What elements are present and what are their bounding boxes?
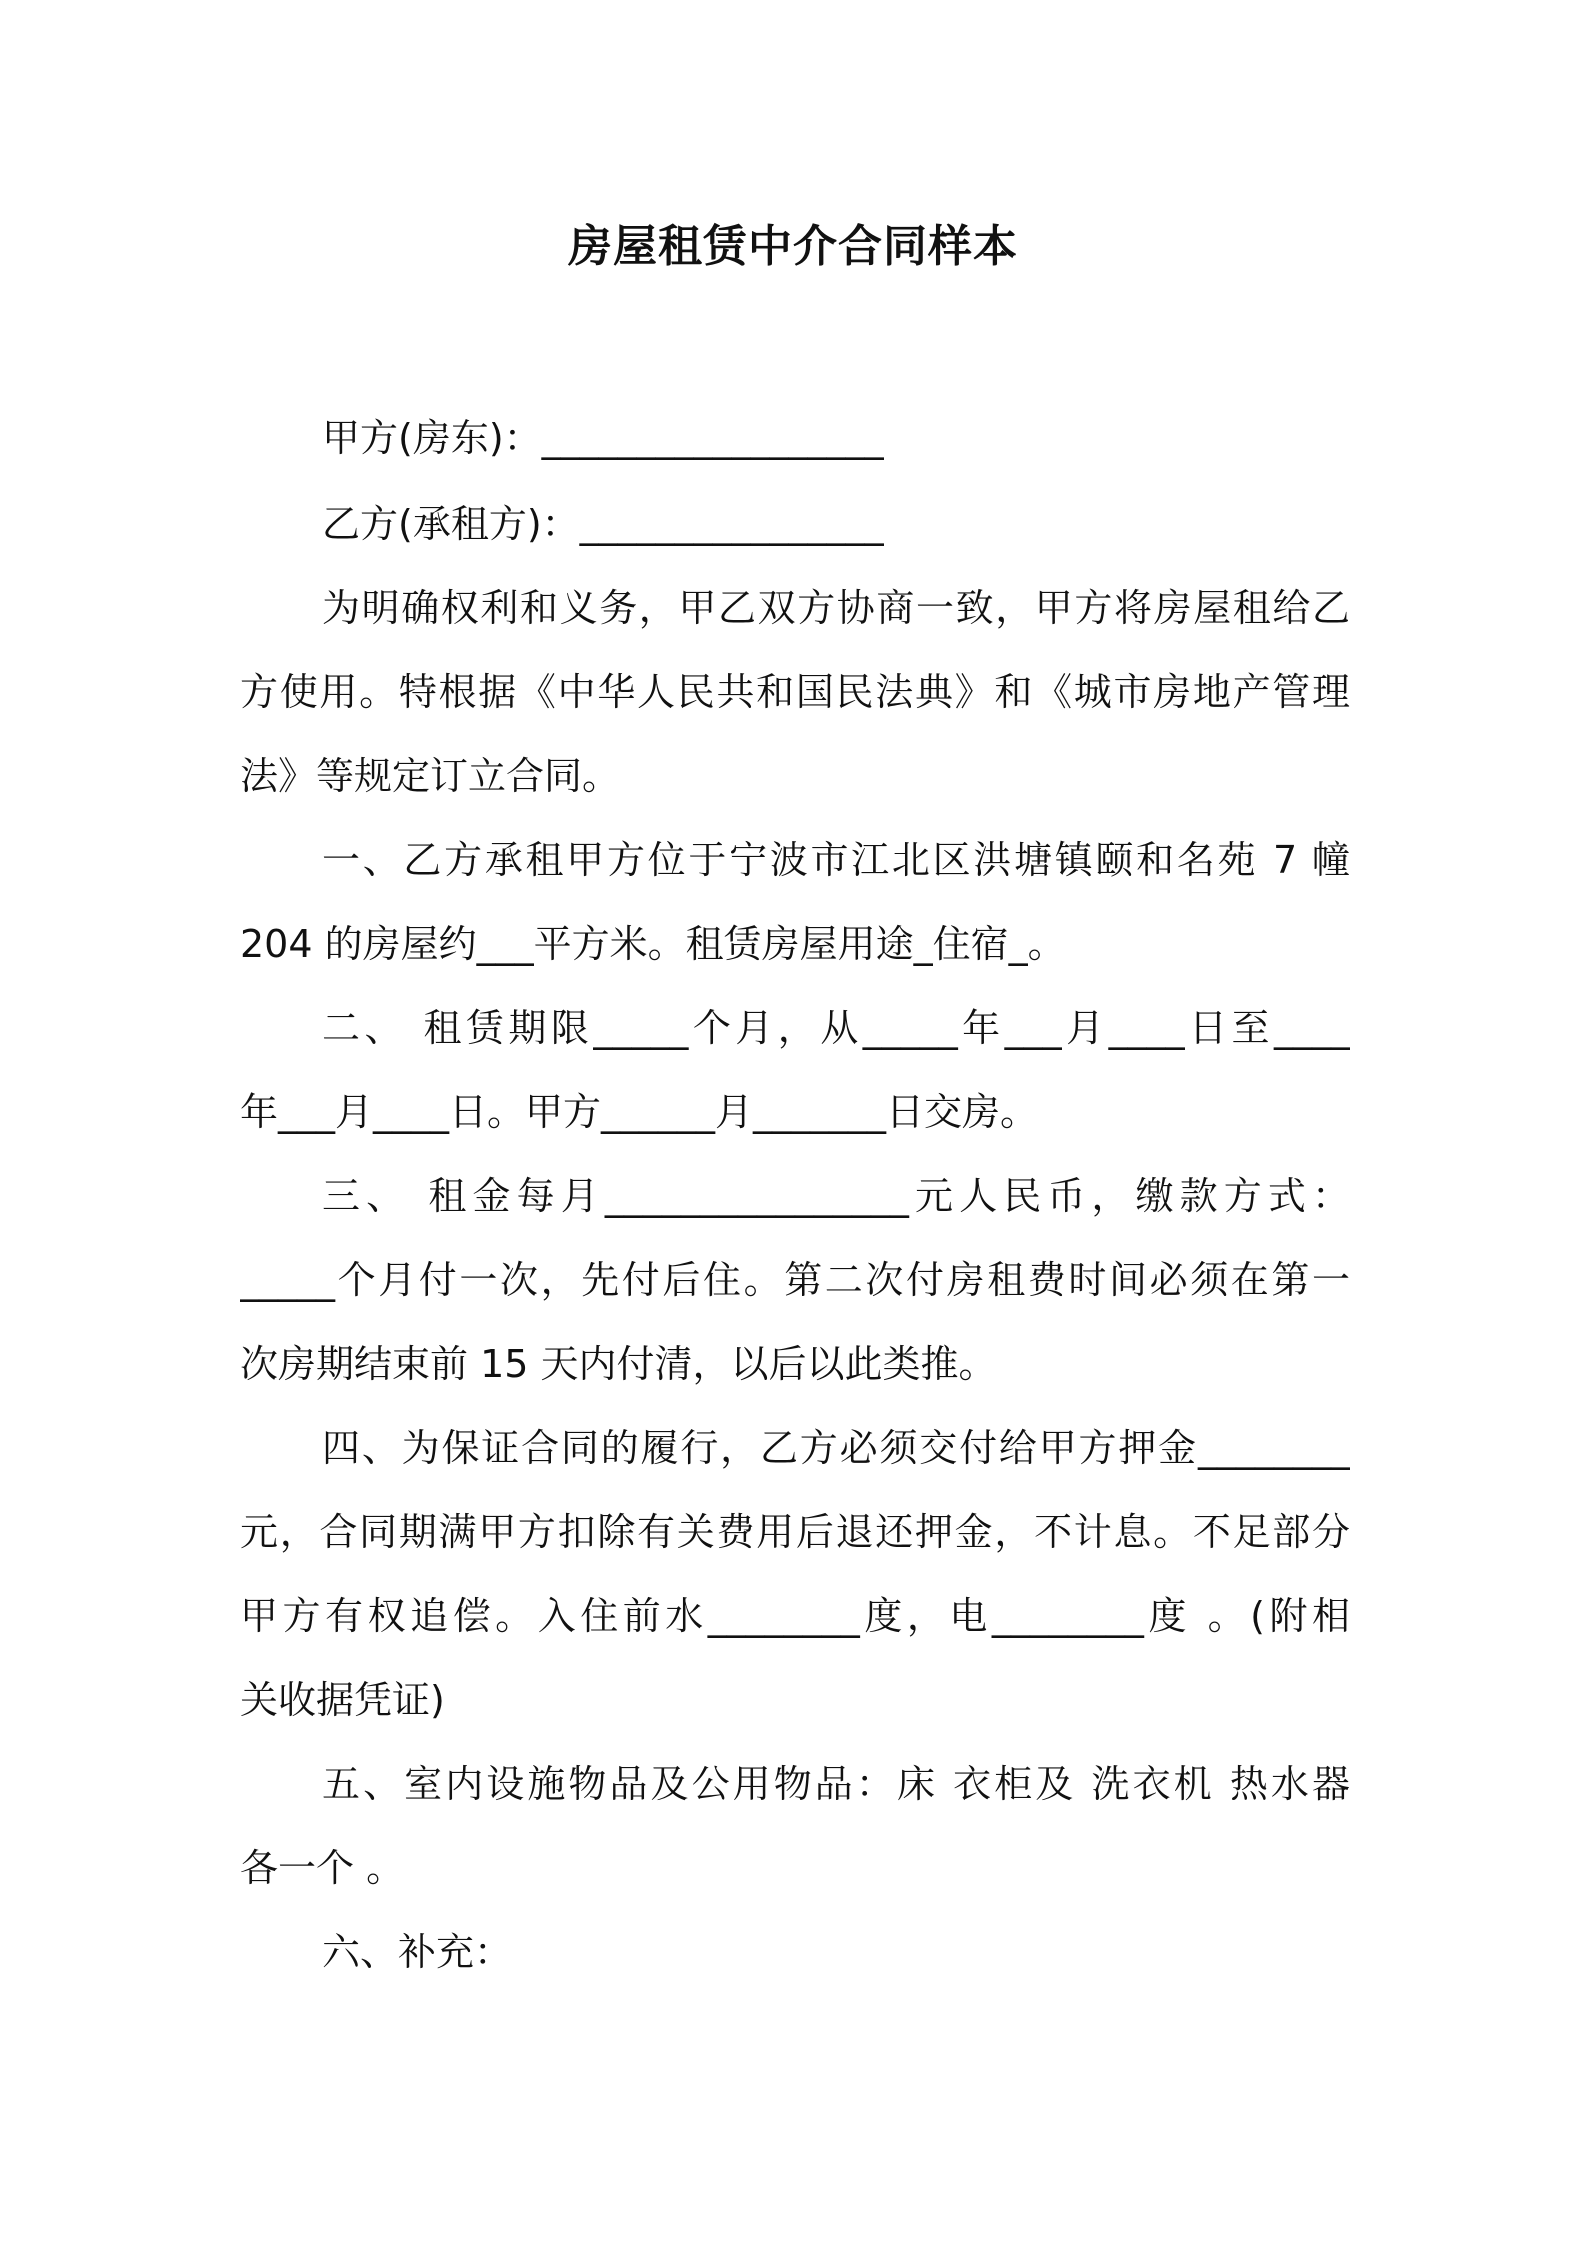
clause3-line-1: 三、 租金每月________________元人民币，缴款方式： <box>322 1174 1350 1218</box>
clause5-line-2: 各一个 。 <box>240 1846 405 1890</box>
clause4-line-1: 四、为保证合同的履行，乙方必须交付给甲方押金________ <box>322 1426 1350 1470</box>
clause5-line-1: 五、室内设施物品及公用物品：床 衣柜及 洗衣机 热水器 <box>322 1762 1350 1806</box>
clause4-line-4: 关收据凭证) <box>240 1678 445 1722</box>
clause2-line-2: 年___月____日。甲方______月_______日交房。 <box>240 1090 1039 1134</box>
intro-line-3: 法》等规定订立合同。 <box>240 754 621 798</box>
clause6-line-1: 六、补充： <box>322 1930 513 1974</box>
clause3-line-3: 次房期结束前 15 天内付清，以后以此类推。 <box>240 1342 997 1386</box>
clause3-line-2: _____个月付一次，先付后住。第二次付房租费时间必须在第一 <box>240 1258 1350 1302</box>
intro-line-2: 方使用。特根据《中华人民共和国民法典》和《城市房地产管理 <box>240 670 1350 714</box>
party-b-line: 乙方(承租方)：________________ <box>322 502 884 546</box>
clause4-line-2: 元，合同期满甲方扣除有关费用后退还押金，不计息。不足部分 <box>240 1510 1350 1554</box>
clause1-line-2: 204 的房屋约___平方米。租赁房屋用途_住宿_。 <box>240 922 1066 966</box>
clause2-line-1: 二、 租赁期限_____个月，从_____年___月____日至____ <box>322 1006 1350 1050</box>
clause4-line-3: 甲方有权追偿。入住前水________度，电________度 。(附相 <box>240 1594 1350 1638</box>
document-title: 房屋租赁中介合同样本 <box>568 221 1018 272</box>
intro-line-1: 为明确权利和义务，甲乙双方协商一致，甲方将房屋租给乙 <box>322 586 1350 630</box>
party-a-line: 甲方(房东)：__________________ <box>322 416 884 460</box>
clause1-line-1: 一、乙方承租甲方位于宁波市江北区洪塘镇颐和名苑 7 幢 <box>322 838 1350 882</box>
